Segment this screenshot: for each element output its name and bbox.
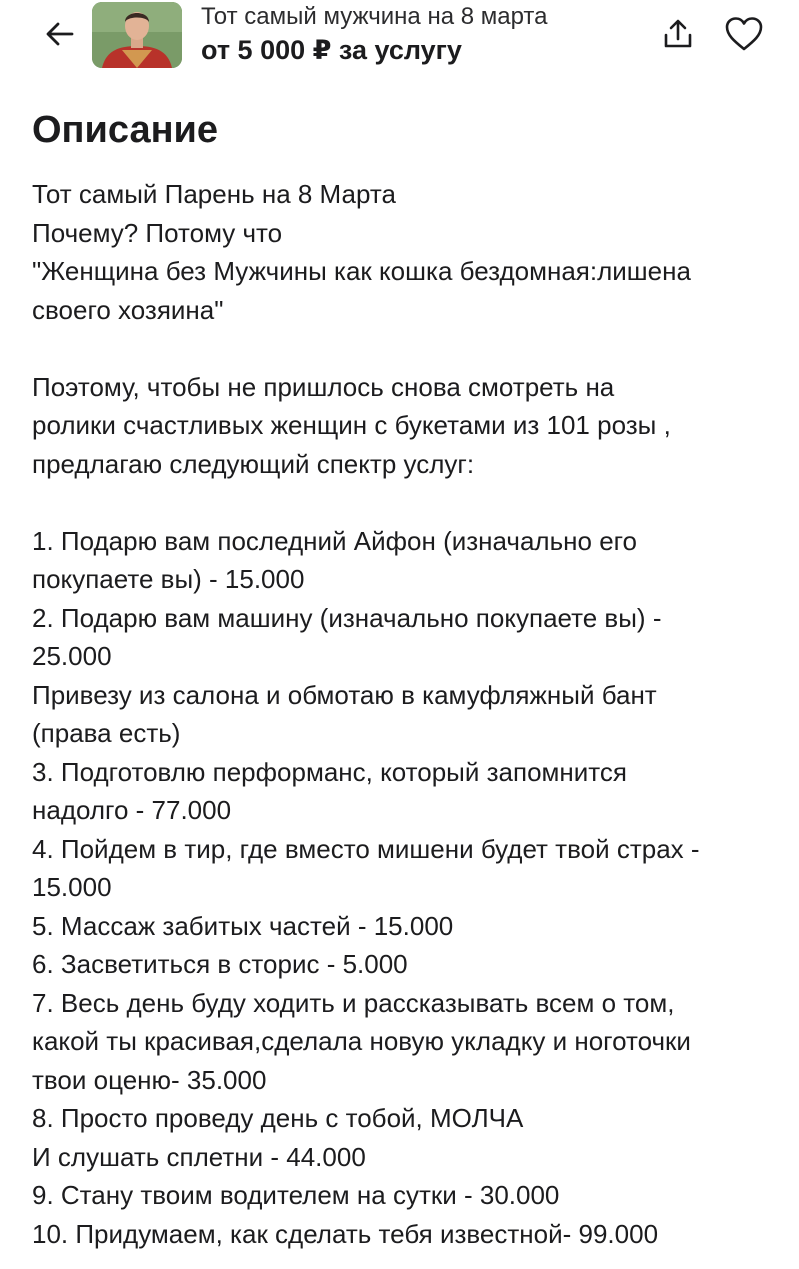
description-line: 1. Подарю вам последний Айфон (изначально его: [32, 525, 638, 556]
description-line: Привезу из салона и обмотаю в камуфляжный бант: [32, 679, 657, 710]
description-line: 9. Стану твоим водителем на сутки - 30.000: [32, 1180, 560, 1210]
description-line: 2. Подарю вам машину (изначально покупаете вы) -: [32, 602, 662, 633]
listing-title-block[interactable]: [201, 2, 621, 68]
description-line: Почему? Потому что: [32, 217, 283, 248]
description-line: 10. Придумаем, как сделать тебя известной- 99.000: [32, 1218, 659, 1249]
listing-header: [0, 0, 799, 86]
favorite-button[interactable]: [720, 12, 768, 60]
description-line: предлагаю следующий спектр услуг:: [32, 448, 475, 479]
listing-title: Тот самый мужчина на 8 марта: [201, 3, 548, 30]
description-line: Поэтому, чтобы не пришлось снова смотреть на: [32, 371, 615, 402]
blank-line: [32, 483, 777, 522]
description-line: 8. Просто проведу день с тобой, МОЛЧА: [32, 1103, 524, 1133]
description-line: 3. Подготовлю перформанс, который запомнится: [32, 756, 627, 787]
description-line: твои оценю- 35.000: [32, 1064, 267, 1095]
description-line: 5. Массаж забитых частей - 15.000: [32, 910, 454, 941]
description-line: И слушать сплетни - 44.000: [32, 1141, 366, 1172]
description-line: 15.000: [32, 872, 112, 902]
description-line: 6. Засветиться в сторис - 5.000: [32, 949, 408, 979]
description-line: Тот самый Парень на 8 Марта: [32, 179, 396, 209]
share-button[interactable]: [656, 14, 700, 58]
arrow-left-icon: [42, 16, 78, 57]
description-line: своего хозяина": [32, 294, 224, 325]
description-heading: Описание: [32, 109, 219, 151]
description-line: (права есть): [32, 718, 181, 748]
description-line: ролики счастливых женщин с букетами из 101 розы ,: [32, 410, 671, 440]
description-body: [32, 175, 777, 1253]
description-line: покупаете вы) - 15.000: [32, 564, 305, 594]
listing-price: от 5 000 ₽ за услугу: [201, 35, 462, 65]
description-line: какой ты красивая,сделала новую укладку и ноготочки: [32, 1026, 691, 1056]
description-line: надолго - 77.000: [32, 795, 232, 825]
blank-line: [32, 329, 777, 368]
heart-icon: [724, 16, 764, 57]
share-icon: [661, 17, 695, 56]
description-line: 4. Пойдем в тир, где вместо мишени будет твой страх -: [32, 833, 700, 864]
description-line: "Женщина без Мужчины как кошка бездомная:лишена: [32, 256, 691, 286]
description-line: 25.000: [32, 641, 112, 671]
description-line: 7. Весь день буду ходить и рассказывать всем о том,: [32, 987, 675, 1018]
back-button[interactable]: [38, 14, 82, 58]
listing-thumbnail[interactable]: [92, 2, 182, 68]
